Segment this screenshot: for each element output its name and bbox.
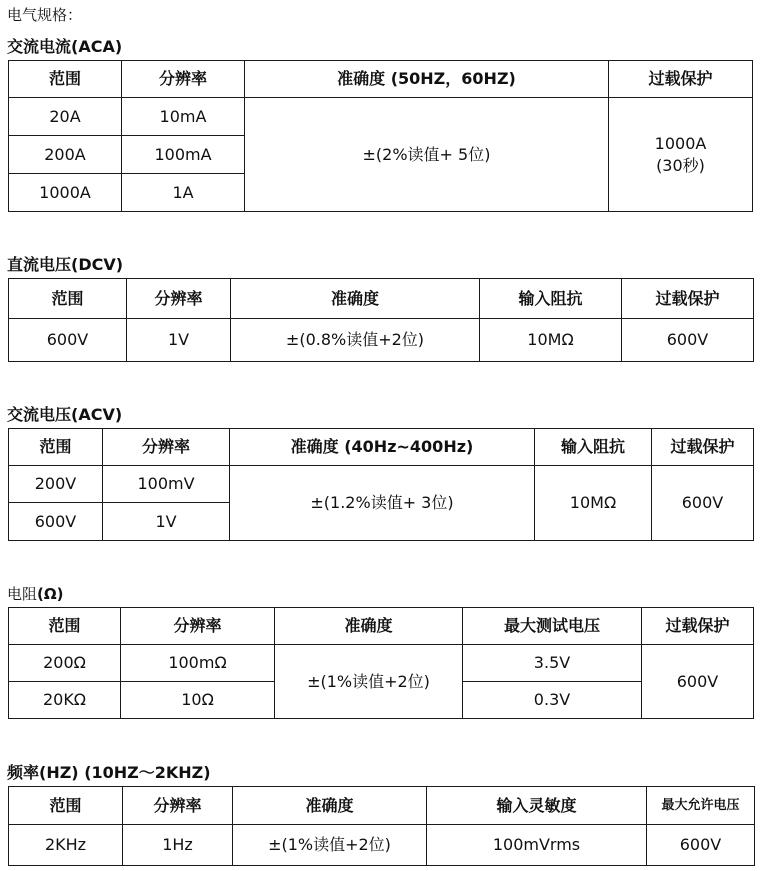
max-voltage-cell: 600V — [647, 825, 755, 866]
col-accuracy: 准确度 (40Hz~400Hz) — [230, 429, 535, 466]
col-overload: 过载保护 — [652, 429, 754, 466]
col-resolution: 分辨率 — [121, 608, 275, 645]
col-impedance: 输入阻抗 — [535, 429, 652, 466]
range-cell: 600V — [9, 319, 127, 362]
resolution-cell: 1Hz — [123, 825, 233, 866]
resolution-cell: 10mA — [122, 98, 245, 136]
col-resolution: 分辨率 — [122, 61, 245, 98]
resolution-cell: 1V — [127, 319, 231, 362]
col-resolution: 分辨率 — [127, 279, 231, 319]
col-accuracy: 准确度 — [231, 279, 480, 319]
accuracy-cell: ±(1.2%读值+ 3位) — [230, 466, 535, 541]
freq-title: 频率(HZ) (10HZ～2KHZ) — [7, 763, 211, 782]
overload-cell: 600V — [652, 466, 754, 541]
col-accuracy: 准确度 — [275, 608, 463, 645]
resolution-cell: 1V — [103, 503, 230, 541]
range-cell: 200A — [9, 136, 122, 174]
overload-line1: 1000A — [654, 133, 707, 153]
accuracy-cell: ±(0.8%读值+2位) — [231, 319, 480, 362]
dcv-title: 直流电压(DCV) — [7, 255, 124, 274]
range-cell: 20A — [9, 98, 122, 136]
impedance-cell: 10MΩ — [480, 319, 622, 362]
range-cell: 1000A — [9, 174, 122, 212]
input-sensitivity-cell: 100mVrms — [427, 825, 647, 866]
col-range: 范围 — [9, 429, 103, 466]
accuracy-cell: ±(1%读值+2位) — [233, 825, 427, 866]
range-cell: 2KHz — [9, 825, 123, 866]
intro-label: 电气规格： — [7, 6, 83, 24]
res-table — [8, 607, 754, 719]
resolution-cell: 100mV — [103, 466, 230, 503]
col-overload: 过载保护 — [622, 279, 754, 319]
col-range: 范围 — [9, 608, 121, 645]
overload-cell — [609, 98, 753, 212]
accuracy-cell: ±(1%读值+2位) — [275, 645, 463, 719]
test-voltage-cell: 3.5V — [463, 645, 642, 682]
aca-table — [8, 60, 753, 212]
dcv-table — [8, 278, 754, 362]
col-accuracy: 准确度 — [233, 787, 427, 825]
res-title — [7, 583, 63, 604]
overload-cell: 600V — [622, 319, 754, 362]
overload-cell: 600V — [642, 645, 754, 719]
res-title-prefix: 电阻 — [7, 585, 38, 603]
resolution-cell: 100mΩ — [121, 645, 275, 682]
col-input-sensitivity: 输入灵敏度 — [427, 787, 647, 825]
acv-title: 交流电压(ACV) — [7, 405, 123, 424]
col-resolution: 分辨率 — [103, 429, 230, 466]
impedance-cell: 10MΩ — [535, 466, 652, 541]
res-title-suffix: (Ω) — [37, 585, 64, 603]
test-voltage-cell: 0.3V — [463, 682, 642, 719]
acv-table — [8, 428, 754, 541]
col-overload: 过载保护 — [642, 608, 754, 645]
col-range: 范围 — [9, 61, 122, 98]
range-cell: 200Ω — [9, 645, 121, 682]
aca-title: 交流电流(ACA) — [7, 37, 123, 56]
range-cell: 20KΩ — [9, 682, 121, 719]
col-resolution: 分辨率 — [123, 787, 233, 825]
range-cell: 200V — [9, 466, 103, 503]
accuracy-cell: ±(2%读值+ 5位) — [245, 98, 609, 212]
resolution-cell: 100mA — [122, 136, 245, 174]
overload-line2: (30秒) — [656, 155, 705, 175]
resolution-cell: 1A — [122, 174, 245, 212]
freq-table — [8, 786, 755, 866]
col-max-allowed-voltage: 最大允许电压 — [647, 787, 755, 825]
resolution-cell: 10Ω — [121, 682, 275, 719]
col-impedance: 输入阻抗 — [480, 279, 622, 319]
col-range: 范围 — [9, 279, 127, 319]
col-accuracy: 准确度 (50HZ，60HZ) — [245, 61, 609, 98]
col-max-test-voltage: 最大测试电压 — [463, 608, 642, 645]
range-cell: 600V — [9, 503, 103, 541]
col-overload: 过载保护 — [609, 61, 753, 98]
col-range: 范围 — [9, 787, 123, 825]
